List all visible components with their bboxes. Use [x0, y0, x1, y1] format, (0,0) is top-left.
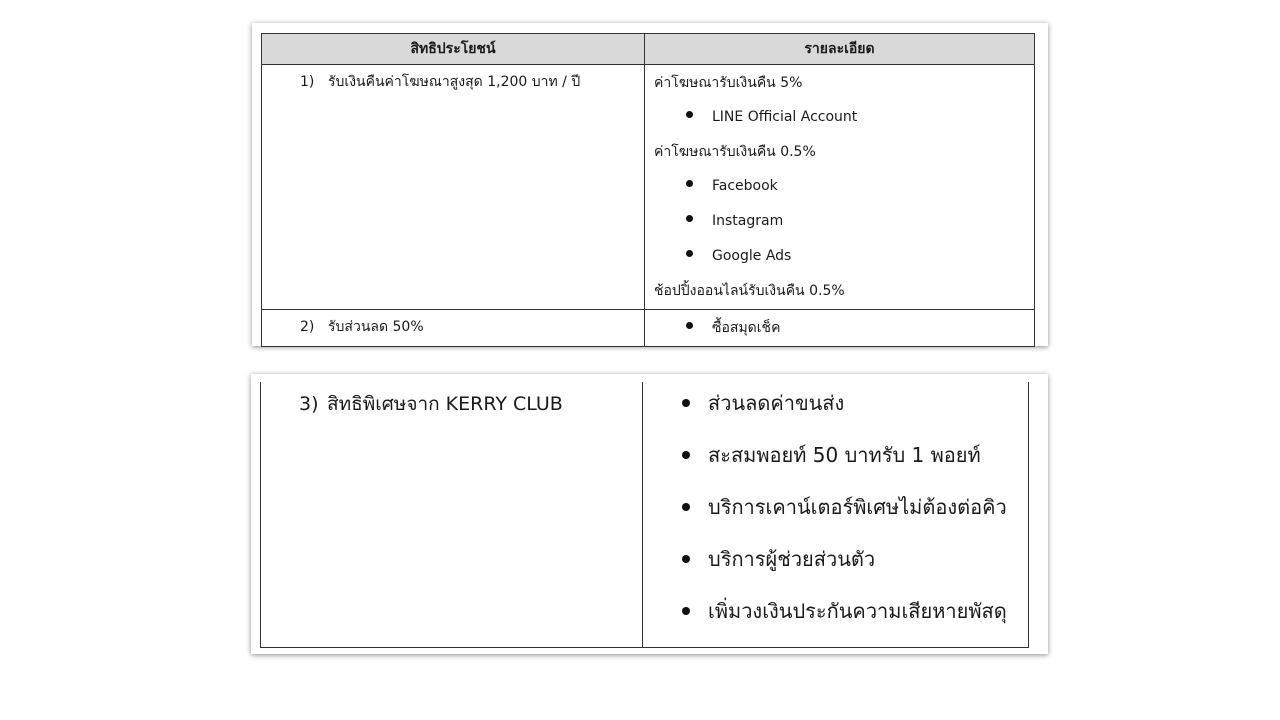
bullet-icon [686, 215, 693, 222]
bullet-icon [686, 250, 693, 257]
table-row [262, 65, 1035, 310]
header-benefit: สิทธิประโยชน์ [262, 34, 645, 65]
list-item: Instagram [646, 204, 1033, 239]
benefit-cell [262, 310, 645, 347]
detail-group-label: ค่าโฆษณารับเงินคืน 5% [654, 75, 803, 91]
list-item: สะสมพอยท์ 50 บาทรับ 1 พอยท์ [644, 438, 1027, 490]
benefit-text: รับส่วนลด 50% [328, 319, 424, 335]
row-number: 1) [300, 74, 315, 90]
bullet-icon [682, 503, 690, 511]
bullet-icon [686, 322, 693, 329]
benefit-cell [261, 382, 643, 648]
row-number: 3) [299, 393, 319, 415]
detail-group-label: ช้อปปิ้งออนไลน์รับเงินคืน 0.5% [654, 283, 845, 299]
bullet-icon [682, 607, 690, 615]
list-item: เพิ่มวงเงินประกันความเสียหายพัสดุ [644, 594, 1027, 646]
bullet-icon [682, 451, 690, 459]
details-cell [643, 382, 1029, 648]
benefits-table-card-top [252, 23, 1048, 346]
benefit-text: สิทธิพิเศษจาก KERRY CLUB [327, 393, 563, 415]
bullet-icon [682, 555, 690, 563]
benefits-table-bottom [260, 382, 1029, 648]
list-item: Facebook [646, 169, 1033, 204]
benefits-table-top [261, 33, 1035, 347]
list-item: Google Ads [646, 239, 1033, 274]
list-item: บริการเคาน์เตอร์พิเศษไม่ต้องต่อคิว [644, 490, 1027, 542]
details-cell [645, 65, 1035, 310]
bullet-icon [682, 399, 690, 407]
detail-group-label: ค่าโฆษณารับเงินคืน 0.5% [654, 144, 816, 160]
table-header-row [262, 34, 1035, 65]
list-item: LINE Official Account [646, 100, 1033, 135]
row-number: 2) [300, 319, 315, 335]
benefits-table-card-bottom [251, 374, 1048, 654]
header-details: รายละเอียด [645, 34, 1035, 65]
list-item: บริการผู้ช่วยส่วนตัว [644, 542, 1027, 594]
benefit-text: รับเงินคืนค่าโฆษณาสูงสุด 1,200 บาท / ปี [328, 74, 581, 90]
bullet-icon [686, 111, 693, 118]
list-item: ส่วนลดค่าขนส่ง [644, 386, 1027, 438]
benefit-cell [262, 65, 645, 310]
list-item: ซื้อสมุดเช็ค [646, 311, 1033, 345]
table-row [261, 382, 1029, 648]
bullet-icon [686, 180, 693, 187]
table-row [262, 310, 1035, 347]
details-cell [645, 310, 1035, 347]
